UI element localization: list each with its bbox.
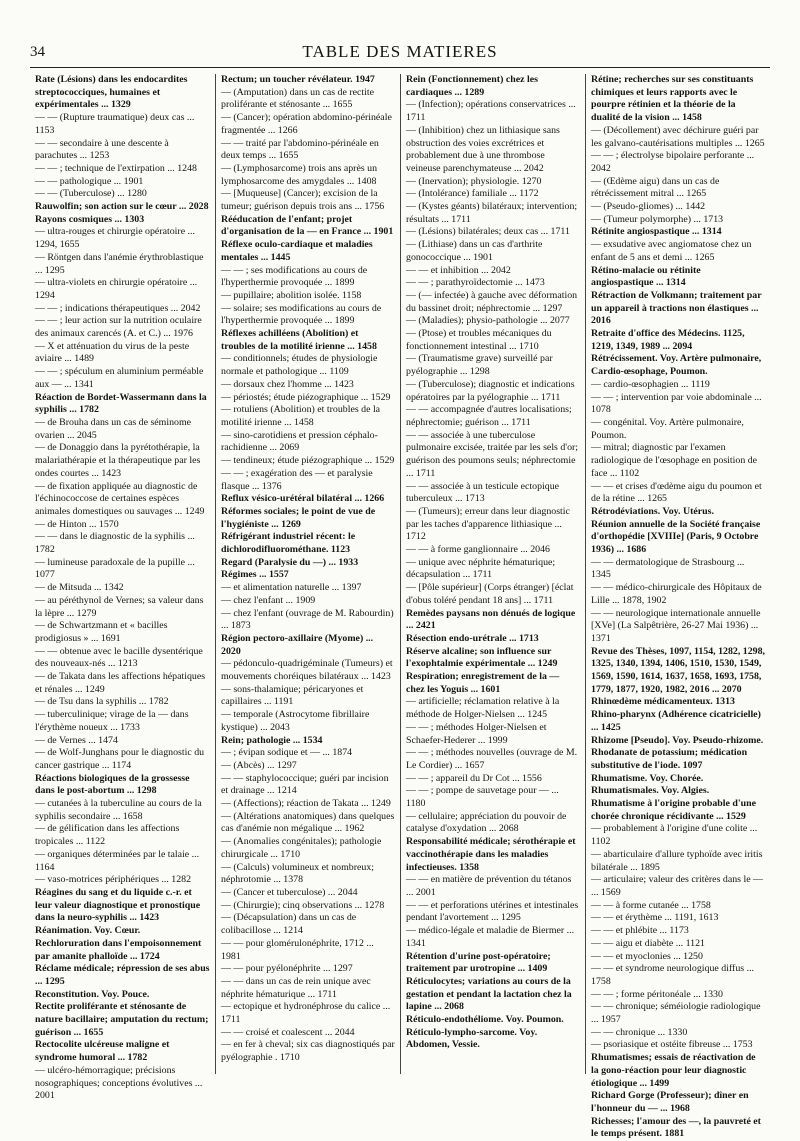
index-entry: — — ; intervention par voie abdominale ... 1078 (591, 391, 762, 416)
index-entry: — Röntgen dans l'anémie érythroblastique ... 1295 (35, 251, 204, 276)
index-entry: Rayons cosmiques ... 1303 (35, 213, 145, 225)
index-entry: — — ; exagération des — et paralysie flasque ... 1376 (221, 467, 373, 492)
index-entry: — cutanées à la tuberculine au cours de la syphilis secondaire ... 1658 (35, 798, 202, 822)
index-entry: — et alimentation naturelle ... 1397 (221, 582, 362, 594)
index-entry: — — médico-chirurgicale des Hôpitaux de Lille ... 1878, 1902 (591, 582, 762, 606)
index-entry: — — associée à une tuberculose pulmonaire excisée, traitée par les sels d'or; guérison des poumons seuls; néphrectomie ... 1711 (406, 429, 579, 479)
index-entry: — (Traumatisme grave) surveillé par pyélographie ... 1298 (406, 353, 553, 378)
header-rule (30, 67, 770, 68)
index-column-2 (215, 74, 400, 1074)
index-entry: — — staphylococcique; guéri par incision et drainage ... 1214 (221, 772, 389, 797)
index-entry: Rétrécissement. Voy. Artère pulmonaire, Cardio-œsophage, Poumon. (591, 353, 762, 378)
index-entry: — (Inhibition) chez un lithiasique sans obstruction des voies excrétrices et probablement due à une thrombose veineuse parenchymateuse ... 2042 (406, 124, 560, 174)
index-entry: — — pour pyélonéphrite ... 1297 (221, 963, 353, 975)
index-entry: Rauwolfin; son action sur le cœur ... 2028 (35, 201, 209, 213)
index-entry: — sons-thalamique; péricaryones et capillaires ... 1191 (221, 683, 364, 708)
index-entry: Rétino-malacie ou rétinite angiospastique ... 1314 (591, 264, 701, 289)
index-entry: Rétraction de Volkmann; traitement par un appareil à tractions non élastiques ... 2016 (591, 289, 762, 327)
index-entry: — cardio-œsophagien ... 1119 (591, 378, 710, 390)
index-entry: Réaction de Bordet-Wassermann dans la syphilis ... 1782 (35, 391, 207, 416)
index-entry: — — ; méthodes nouvelles (ouvrage de M. Le Cordier) ... 1657 (406, 747, 578, 771)
index-entry: Réflexe oculo-cardiaque et maladies mentales ... 1445 (221, 239, 373, 263)
index-entry: — — et inhibition ... 2042 (406, 264, 511, 276)
index-entry: Résection endo-urétrale ... 1713 (406, 632, 539, 644)
index-entry: Réticulo-endothéliome. Voy. Poumon. (406, 1014, 564, 1026)
index-entry: — périostés; étude piézographique ... 1529 (221, 391, 391, 403)
index-entry: — au péréthynol de Vernes; sa valeur dans la lèpre ... 1279 (35, 594, 204, 619)
index-entry: — ; évipan sodique et — ... 1874 (221, 747, 353, 759)
index-entry: — — ; technique de l'extirpation ... 1248 (35, 162, 197, 174)
index-entry: — — aigu et diabète ... 1121 (591, 937, 705, 949)
index-entry: — — ; électrolyse bipolaire perforante ... 2042 (591, 150, 755, 174)
index-entry: Rhino-pharynx (Adhérence cicatricielle) ... 1425 (591, 709, 761, 733)
index-entry: — médico-légale et maladie de Biermer ... 1341 (406, 925, 575, 949)
index-entry: — — dermatologique de Strasbourg ... 1345 (591, 556, 745, 581)
index-entry: — vaso-motrices périphériques ... 1282 (35, 874, 192, 886)
index-entry: — — et syndrome neurologique diffus ... 1758 (591, 963, 755, 987)
index-entry: — (Altérations anatomiques) dans quelques cas d'anémie non mégalique ... 1962 (221, 810, 395, 835)
index-entry: — — ; parathyroïdectomie ... 1473 (406, 277, 545, 289)
index-entry: — — traité par l'abdomino-périnéale en deux temps ... 1655 (221, 137, 379, 162)
index-entry: — ultra-violets en chirurgie opératoire ... 1294 (35, 277, 198, 301)
index-entry: — de gélification dans les affections tropicales ... 1122 (35, 823, 180, 848)
index-entry: — psoriasique et ostéite fibreuse ... 1753 (591, 1039, 753, 1051)
index-entry: — chez l'enfant (ouvrage de M. Rabourdin) ... 1873 (221, 607, 394, 632)
index-entry: — rotuliens (Abolition) et troubles de la motilité irienne ... 1458 (221, 404, 381, 428)
index-column-3 (400, 74, 585, 1074)
index-entry: — (Décollement) avec déchirure guéri par les galvano-cautérisations multiples ... 1265 (591, 124, 765, 149)
index-entry: — de Donaggio dans la pyrétothérapie, la malariathérapie et la thérapeutique par les ondes courtes ... 1423 (35, 442, 201, 479)
index-entry: — (Tuberculose); diagnostic et indications opératoires par la pyélographie ... 1711 (406, 378, 575, 403)
index-entry: Réanimation. Voy. Cœur. (35, 925, 141, 937)
index-entry: — de Tsu dans la syphilis ... 1782 (35, 696, 169, 708)
index-entry: Rechloruration dans l'empoisonnement par amanite phalloïde ... 1724 (35, 937, 202, 962)
index-entry: — — ; leur action sur la nutrition oculaire des animaux carencés (A. et C.) ... 1976 (35, 315, 202, 340)
index-entry: — — (Tuberculose) ... 1280 (35, 188, 147, 200)
index-entry: — de Takata dans les affections hépatiques et rénales ... 1249 (35, 671, 206, 695)
index-entry: — de Brouha dans un cas de séminome ovarien ... 2045 (35, 416, 192, 441)
index-entry: — (Pseudo-gliomes) ... 1442 (591, 201, 706, 213)
index-entry: Rétrodéviations. Voy. Utérus. (591, 505, 714, 517)
index-entry: — tendineux; étude piézographique ... 1529 (221, 455, 395, 467)
index-entry: Respiration; enregistrement de la — chez les Yoguis ... 1601 (406, 671, 560, 695)
index-entry: — — obtenue avec le bacille dysentérique des nouveaux-nés ... 1213 (35, 645, 203, 670)
index-entry: — unique avec néphrite hématurique; décapsulation ... 1711 (406, 556, 556, 581)
index-entry: — — ; spéculum en aluminium perméable aux — ... 1341 (35, 366, 204, 390)
index-entry: Rhodanate de potassium; médication substitutive de l'iode. 1097 (591, 747, 748, 771)
index-entry: — (Infection); opérations conservatrices ... 1711 (406, 99, 576, 124)
index-entry: Réagines du sang et du liquide c.-r. et leur valeur diagnostique et pronostique dans la neuro-syphilis ... 1423 (35, 887, 201, 924)
index-entry: — ulcéro-hémorragique; précisions nosographiques; conceptions évolutives ... 2001 (35, 1064, 203, 1102)
index-entry: Remèdes paysans non dénués de logique ... 2421 (406, 607, 576, 632)
index-entry: — — à forme ganglionnaire ... 2046 (406, 544, 550, 556)
index-entry: — (Affections); réaction de Takata ... 1249 (221, 798, 391, 810)
index-entry: — (Kystes géants) bilatéraux; intervention; résultats ... 1711 (406, 201, 578, 225)
index-entry: — ultra-rouges et chirurgie opératoire ... 1294, 1655 (35, 226, 195, 251)
index-entry: Régimes ... 1557 (221, 569, 289, 581)
page-number: 34 (30, 44, 45, 60)
index-entry: — — et crises d'œdème aigu du poumon et de la rétine ... 1265 (591, 480, 762, 505)
index-entry: — tuberculinique; virage de la — dans l'érythème noueux ... 1733 (35, 709, 189, 733)
index-entry: — — ; méthodes Holger-Nielsen et Schaefer-Hederer ... 1999 (406, 721, 547, 746)
index-entry: Réticulocytes; variations au cours de la gestation et pendant la lactation chez la lapine ... 2068 (406, 975, 572, 1013)
index-entry: Réticulo-lympho-sarcome. Voy. Abdomen, Vessie. (406, 1026, 538, 1051)
index-entry: — [Pôle supérieur] (Corps étranger) [éclat d'obus toléré pendant 18 ans] ... 1711 (406, 582, 574, 606)
index-entry: — — ; forme péritonéale ... 1330 (591, 988, 723, 1000)
index-entry: Région pectoro-axillaire (Myome) ... 2020 (221, 632, 374, 657)
index-entry: — — et phlébite ... 1173 (591, 925, 689, 937)
index-entry: — — chronique ... 1330 (591, 1026, 688, 1038)
index-entry: — dorsaux chez l'homme ... 1423 (221, 378, 354, 390)
page-header (30, 40, 770, 64)
index-entry: Réunion annuelle de la Société française d'orthopédie [XVIIIe] (Paris, 9 Octobre 1936) ... 1686 (591, 518, 761, 556)
index-entry: — ectopique et hydronéphrose du calice ... 1711 (221, 1001, 391, 1026)
index-entry: — de fixation appliquée au diagnostic de l'échinococcose de certaines espèces animales domestiques ou sauvages ... 1249 (35, 480, 205, 517)
index-entry: Réflexes achilléens (Abolition) et troubles de la motilité irienne ... 1458 (221, 328, 377, 352)
index-entry: — (Lymphosarcome) trois ans après un lymphosarcome des amygdales ... 1408 (221, 162, 378, 187)
index-entry: — en fer à cheval; six cas diagnostiqués par pyélographie . 1710 (221, 1039, 395, 1064)
index-entry: Responsabilité médicale; sérothérapie et vaccinothérapie dans les maladies infectieuses. 1358 (406, 836, 576, 873)
index-entry: — de Vernes ... 1474 (35, 734, 118, 746)
index-entry: Réclame médicale; répression de ses abus ... 1295 (35, 963, 210, 987)
index-entry: — temporale (Astrocytome fibrillaire kystique) ... 2043 (221, 709, 370, 733)
index-entry: Réfrigérant industriel récent: le dichlorodifluorométhane. 1123 (221, 531, 356, 556)
index-entry: — — pathologique ... 1901 (35, 175, 144, 187)
index-entry: — — associée à un testicule ectopique tuberculeux ... 1713 (406, 480, 560, 505)
index-entry: — (Calculs) volumineux et nombreux; néphrotomie ... 1378 (221, 861, 375, 886)
index-entry: — — à forme cutanée ... 1758 (591, 899, 711, 911)
index-entry: — X et atténuation du virus de la peste aviaire ... 1489 (35, 340, 190, 365)
index-entry: — — en matière de prévention du tétanos ... 2001 (406, 874, 572, 898)
index-entry: — lumineuse paradoxale de la pupille ... 1077 (35, 556, 195, 581)
index-entry: — — accompagnée d'autres localisations; néphrectomie; guérison ... 1711 (406, 404, 572, 428)
index-entry: — (Chirurgie); cinq observations ... 1278 (221, 899, 385, 911)
index-entry: — (Inervation); physiologie. 1270 (406, 175, 542, 187)
index-entry: Retraite d'office des Médecins. 1125, 1219, 1349, 1989 ... 2094 (591, 328, 745, 352)
index-entry: Rétention d'urine post-opératoire; traitement par urotropine ... 1409 (406, 950, 551, 975)
index-entry: — (Décapsulation) dans un cas de colibacillose ... 1214 (221, 912, 357, 937)
index-entry: — (Lésions) bilatérales; deux cas ... 1711 (406, 226, 570, 238)
index-entry: — (Anomalies congénitales); pathologie chirurgicale ... 1710 (221, 836, 382, 860)
index-entry: Revue des Thèses, 1097, 1154, 1282, 1298, 1325, 1340, 1394, 1406, 1510, 1530, 1549, 1569, 1590, 1614, 1637, 1658, 1693, 1758, 1779, 1877, 1920, 1982, 2016 ... 2070 (591, 645, 766, 695)
index-entry: — sino-carotidiens et pression céphalo-rachidienne ... 2069 (221, 429, 378, 454)
index-entry: Richesses; l'amour des —, la pauvreté et le temps présent. 1881 (591, 1115, 761, 1140)
index-entry: — (Cancer); opération abdomino-périnéale fragmentée ... 1266 (221, 112, 392, 136)
index-entry: — — dans un cas de rein unique avec néphrite hématurique ... 1711 (221, 975, 371, 1000)
index-entry: Rhumatismales. Voy. Algies. (591, 785, 710, 797)
index-entry: — solaire; ses modifications au cours de l'hyperthermie provoquée ... 1899 (221, 302, 382, 327)
index-entry: Rectum; un toucher révélateur. 1947 (221, 74, 375, 85)
index-entry: — conditionnels; études de physiologie normale et pathologique ... 1109 (221, 353, 378, 378)
index-entry: — — et perforations utérines et intestinales pendant l'avortement ... 1295 (406, 899, 579, 924)
index-entry: — mitral; diagnostic par l'examen radiologique de l'œsophage en position de face ... 1102 (591, 442, 758, 479)
index-entry: — (Œdème aigu) dans un cas de rétrécissement mitral ... 1265 (591, 175, 720, 200)
index-entry: — — dans le diagnostic de la syphilis ... 1782 (35, 531, 195, 556)
index-entry: Richard Gorge (Professeur); dîner en l'honneur du — ... 1968 (591, 1090, 749, 1114)
index-entry: Rhinœdème médicamenteux. 1313 (591, 696, 735, 708)
index-entry: — — ; ses modifications au cours de l'hyperthermie provoquée ... 1899 (221, 264, 368, 289)
index-entry: — de Schwartzmann et « bacilles prodigiosus » ... 1691 (35, 620, 168, 644)
index-entry: Regard (Paralysie du —) ... 1933 (221, 556, 359, 568)
index-entry: — — (Rupture traumatique) deux cas ... 1153 (35, 112, 195, 136)
index-entry: Rhizome [Pseudo]. Voy. Pseudo-rhizome. (591, 734, 764, 746)
index-entry: — de Mitsuda ... 1342 (35, 582, 124, 594)
index-entry: — de Wolf-Junghans pour le diagnostic du cancer gastrique ... 1174 (35, 747, 205, 771)
index-entry: — de Hinton ... 1570 (35, 518, 119, 530)
index-entry: — — ; indications thérapeutiques ... 2042 (35, 302, 201, 314)
index-entry: Rétine; recherches sur ses constituants chimiques et leurs rapports avec le pourpre rétinien et la théorie de la dualité de la vision ... 1458 (591, 74, 754, 124)
index-entry: — (Tumeur polymorphe) ... 1713 (591, 213, 724, 225)
index-entry: Rhumatisme à l'origine probable d'une chorée chronique récidivante ... 1529 (591, 798, 756, 822)
index-entry: — articulaire; valeur des critères dans le — ... 1569 (591, 874, 763, 898)
index-entry: — probablement à l'origine d'une colite ... 1102 (591, 823, 758, 848)
index-entry: — organiques déterminées par le talaie ... 1164 (35, 848, 200, 873)
index-entry: — — ; appareil du Dr Cot ... 1556 (406, 772, 542, 784)
index-entry: — (Intolérance) familiale ... 1172 (406, 188, 539, 200)
index-entry: — cellulaire; appréciation du pouvoir de catalyse d'oxydation ... 2068 (406, 810, 567, 835)
index-entry: — (Amputation) dans un cas de rectite proliférante et sténosante ... 1655 (221, 86, 375, 111)
page-title: TABLE DES MATIERES (302, 42, 498, 61)
index-entry: Réformes sociales; le point de vue de l'hygiéniste ... 1269 (221, 505, 376, 530)
index-entry: — (Lithiase) dans un cas d'arthrite gonococcique ... 1901 (406, 239, 543, 263)
index-entry: — — pour glomérulonéphrite, 1712 ... 1981 (221, 937, 374, 962)
index-entry: — chez l'enfant ... 1909 (221, 594, 316, 606)
index-column-1 (30, 74, 215, 1102)
index-entry: — — et érythème ... 1191, 1613 (591, 912, 719, 924)
index-entry: Réserve alcaline; son influence sur l'exophtalmie expérimentale ... 1249 (406, 645, 558, 670)
index-entry: — (Tumeurs); erreur dans leur diagnostic par les taches d'apparence lithiasique ... 1712 (406, 505, 570, 543)
index-columns (30, 74, 770, 1140)
index-entry: Rein (Fonctionnement) chez les cardiaques ... 1289 (406, 74, 538, 98)
index-entry: — (Ptose) et troubles mécaniques du fonctionnement intestinal ... 1710 (406, 328, 552, 352)
index-entry: — (— infectée) à gauche avec déformation du bassinet droit; néphrectomie ... 1297 (406, 289, 578, 314)
index-entry: — pédonculo-quadrigéminale (Tumeurs) et mouvements choréiques bilatéraux ... 1423 (221, 658, 393, 683)
index-entry: Rhumatisme. Voy. Chorée. (591, 772, 704, 784)
index-entry: — — neurologique internationale annuelle [XVe] (La Salpêtrière, 26-27 Mai 1936) ... 1371 (591, 607, 761, 644)
index-entry: Reflux vésico-urétéral bilatéral ... 1266 (221, 493, 385, 505)
index-entry: — abarticulaire d'allure typhoïde avec iritis bilatérale ... 1895 (591, 848, 763, 873)
index-entry: Rectocolite ulcéreuse maligne et syndrome humoral ... 1782 (35, 1039, 170, 1064)
index-entry: — congénital. Voy. Artère pulmonaire, Poumon. (591, 416, 744, 441)
index-entry: Réactions biologiques de la grossesse dans le post-abortum ... 1298 (35, 772, 190, 797)
index-entry: Rectite proliférante et sténosante de nature bacillaire; amputation du rectum; guérison ... 1655 (35, 1001, 209, 1038)
index-entry: — — croisé et coalescent ... 2044 (221, 1026, 355, 1038)
index-entry: — — secondaire à une descente à parachutes ... 1253 (35, 137, 169, 162)
index-entry: Rein; pathologie ... 1534 (221, 734, 323, 746)
index-entry: — — ; pompe de sauvetage pour — ... 1180 (406, 785, 559, 810)
index-entry: — (Cancer et tuberculose) ... 2044 (221, 887, 358, 898)
index-entry: — (Maladies); physio-pathologie ... 2077 (406, 315, 570, 327)
index-entry: Rééducation de l'enfant; projet d'organisation de la — en France ... 1901 (221, 213, 394, 238)
index-column-4 (585, 74, 770, 1140)
index-entry: — pupillaire; abolition isolée. 1158 (221, 289, 362, 301)
index-entry: — — et myoclonies ... 1250 (591, 950, 703, 962)
index-entry: Rate (Lésions) dans les endocardites streptococciques, humaines et expérimentales ... 1329 (35, 74, 188, 111)
index-entry: — [Muqueuse] (Cancer); excision de la tumeur; guérison depuis trois ans ... 1756 (221, 188, 385, 213)
index-entry: — artificielle; réclamation relative à la méthode de Holger-Nielsen ... 1245 (406, 696, 560, 721)
index-entry: — exsudative avec angiomatose chez un enfant de 5 ans et demi ... 1265 (591, 239, 752, 263)
index-entry: Reconstitution. Voy. Pouce. (35, 988, 150, 1000)
index-entry: — — chronique; séméiologie radiologique ... 1957 (591, 1001, 761, 1026)
index-entry: Rétinite angiospastique ... 1314 (591, 226, 722, 238)
index-entry: — (Abcès) ... 1297 (221, 759, 297, 771)
index-entry: Rhumatismes; essais de réactivation de la gono-réaction pour leur diagnostic étiologique ... 1499 (591, 1052, 756, 1089)
